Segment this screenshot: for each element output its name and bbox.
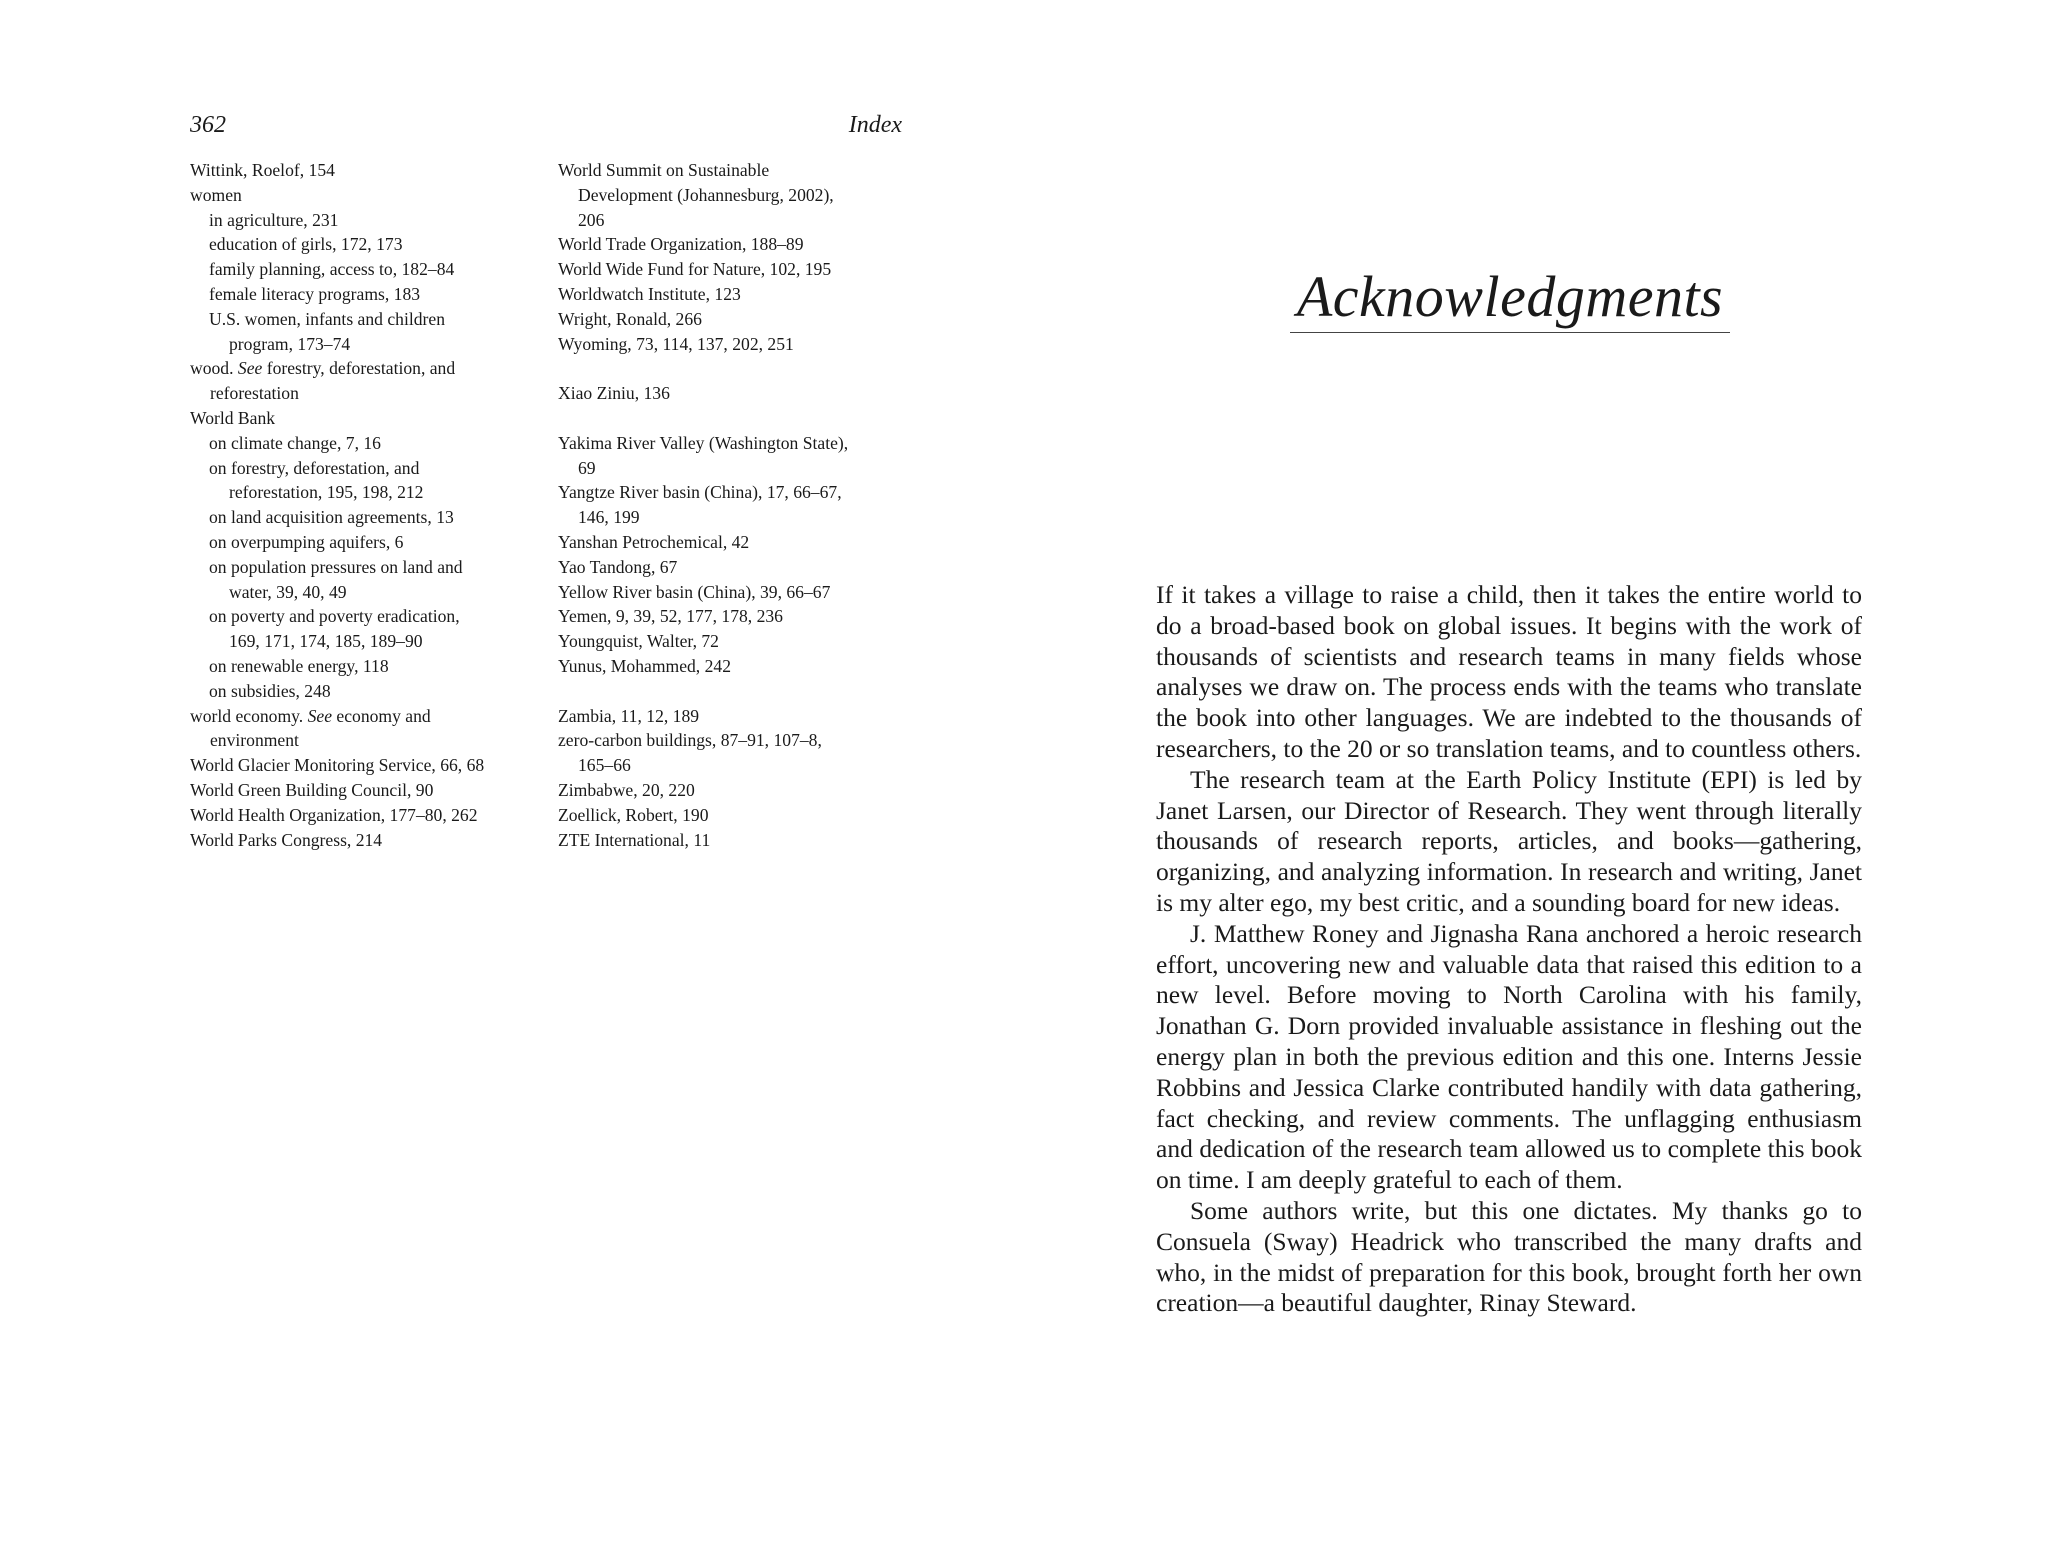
index-subentry: in agriculture, 231 [209,209,339,230]
index-letter-gap [558,679,910,704]
index-entry: women [190,184,242,205]
running-head [190,112,910,146]
index-entry: Yao Tandong, 67 [558,556,678,577]
index-column-left [190,158,550,852]
index-entry: ZTE International, 11 [558,829,711,850]
index-subentry: on population pressures on land and water, 39, 40, 49 [209,556,463,602]
index-subentry: female literacy programs, 183 [209,283,421,304]
index-entry: Zoellick, Robert, 190 [558,804,709,825]
index-subentry: education of girls, 172, 173 [209,234,403,255]
running-title: Index [848,112,902,138]
index-column-right [558,158,910,852]
index-entry: Zambia, 11, 12, 189 [558,705,700,726]
acknowledgments-page [1156,0,1866,1567]
index-entry: Wittink, Roelof, 154 [190,160,335,180]
index-subentry: on poverty and poverty eradication, 169, 171, 174, 185, 189–90 [209,606,460,652]
paragraph: If it takes a village to raise a child, then it takes the entire world to do a broad-based book on global issues. It begins with the work of thousands of scientists and research teams in many fields whose analyses we draw on. The process ends with the teams who translate the book into other languages. We are indebted to the thousands of researchers, to the 20 or so translation teams, and to countless others. [1156,580,1862,763]
index-subentry: on forestry, deforestation, and reforestation, 195, 198, 212 [209,457,424,503]
index-entry: world economy. See economy and environment [190,705,431,751]
index-subentry: on renewable energy, 118 [209,655,389,676]
index-entry: Zimbabwe, 20, 220 [558,779,695,800]
index-entry: Yellow River basin (China), 39, 66–67 [558,581,831,602]
index-entry: Yanshan Petrochemical, 42 [558,531,750,552]
index-subentry: on subsidies, 248 [209,680,331,701]
chapter-title: Acknowledgments [1290,264,1730,333]
index-entry: World Parks Congress, 214 [190,829,383,850]
index-entry: World Summit on Sustainable Development (Johannesburg, 2002), 206 [558,160,834,230]
index-entry: zero-carbon buildings, 87–91, 107–8, 165–66 [558,730,822,776]
index-entry: Worldwatch Institute, 123 [558,283,741,304]
index-entry: Xiao Ziniu, 136 [558,383,670,404]
index-letter-gap [558,406,910,431]
paragraph: J. Matthew Roney and Jignasha Rana anchored a heroic research effort, uncovering new and valuable data that raised this edition to a new level. Before moving to North Carolina with his family, Jonathan G. Dorn provided invaluable assistance in fleshing out the energy plan in both the previous edition and this one. Interns Jessie Robbins and Jessica Clarke contributed handily with data gathering, fact checking, and review comments. The unflagging enthusiasm and dedication of the research team allowed us to complete this book on time. I am deeply grateful to each of them. [1156,918,1862,1195]
paragraph: Some authors write, but this one dictates. My thanks go to Consuela (Sway) Headrick who transcribed the many drafts and who, in the midst of preparation for this book, brought forth her own creation—a beautiful daughter, Rinay Steward. [1156,1195,1862,1318]
index-entry: wood. See forestry, deforestation, and reforestation [190,358,456,404]
index-entry: Yangtze River basin (China), 17, 66–67, 146, 199 [558,482,842,528]
index-subentry: on land acquisition agreements, 13 [209,507,454,528]
index-page [190,112,910,1412]
page-number: 362 [190,112,226,138]
index-entry: World Health Organization, 177–80, 262 [190,804,478,825]
index-letter-gap [558,356,910,381]
index-entry: Youngquist, Walter, 72 [558,631,719,652]
index-entry: Yakima River Valley (Washington State), 69 [558,432,849,478]
index-entry: Yemen, 9, 39, 52, 177, 178, 236 [558,606,783,627]
index-entry: Wright, Ronald, 266 [558,308,702,329]
index-subentry: on overpumping aquifers, 6 [209,531,404,552]
index-entry: Wyoming, 73, 114, 137, 202, 251 [558,333,794,354]
index-subentry: family planning, access to, 182–84 [209,259,455,280]
index-entry: World Green Building Council, 90 [190,779,434,800]
index-entry: World Glacier Monitoring Service, 66, 68 [190,755,485,776]
index-subentry: U.S. women, infants and children program, 173–74 [209,308,446,354]
index-subentry: on climate change, 7, 16 [209,432,381,453]
index-entry: World Bank [190,407,276,428]
acknowledgments-body [1156,580,1862,1319]
paragraph: The research team at the Earth Policy Institute (EPI) is led by Janet Larsen, our Director of Research. They went through literally thousands of research reports, articles, and books—gathering, organizing, and analyzing information. In research and writing, Janet is my alter ego, my best critic, and a sounding board for new ideas. [1156,764,1862,917]
index-entry: World Wide Fund for Nature, 102, 195 [558,259,832,280]
index-entry: World Trade Organization, 188–89 [558,234,804,255]
index-entry: Yunus, Mohammed, 242 [558,655,731,676]
